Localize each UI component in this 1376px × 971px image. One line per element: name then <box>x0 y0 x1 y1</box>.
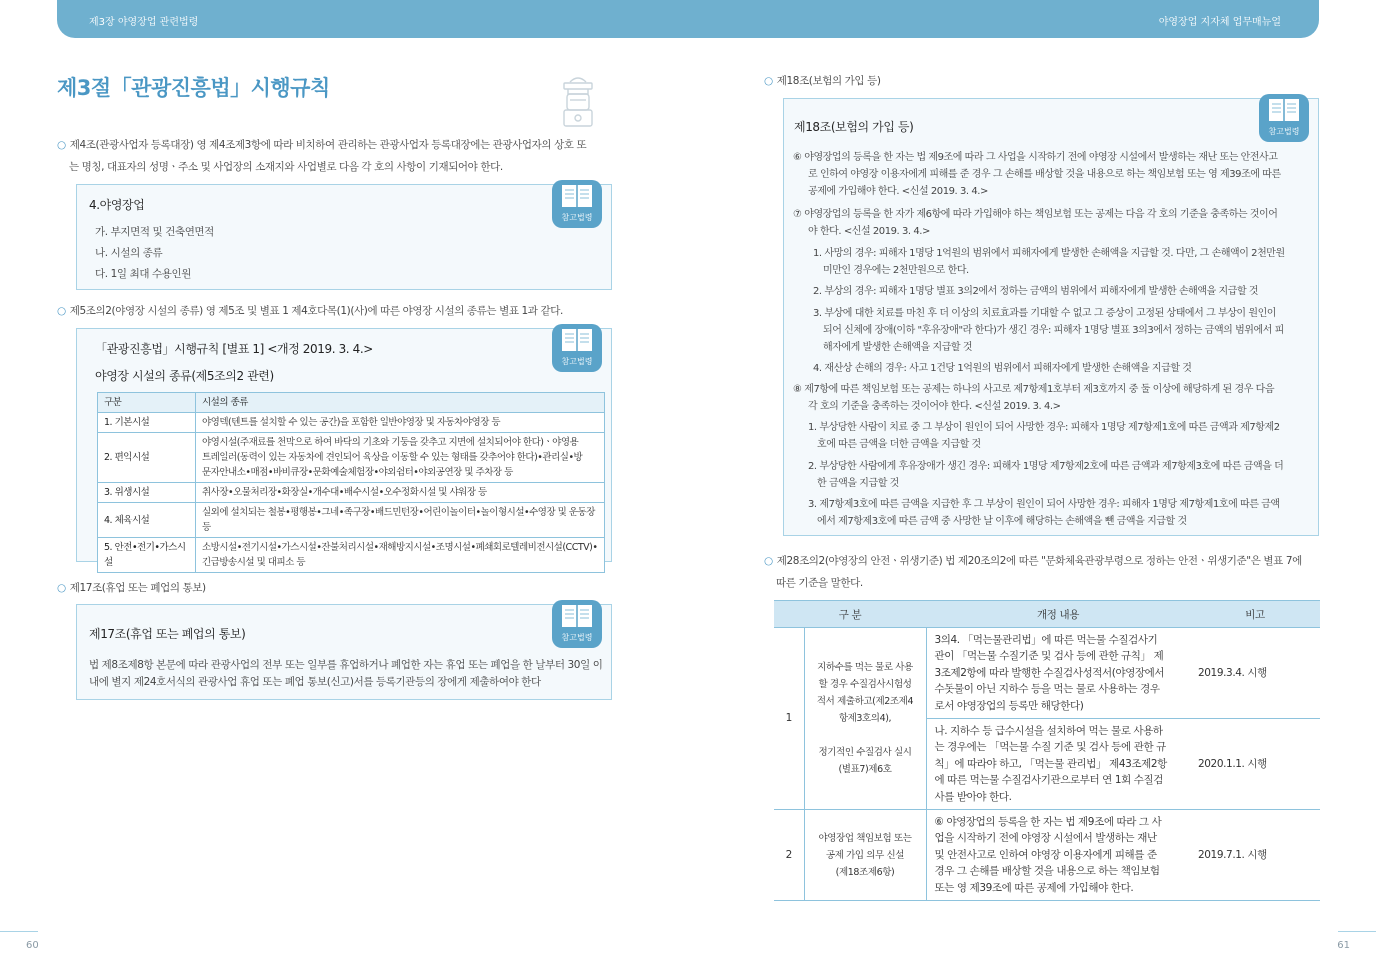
effective-date: 2019.3.4. 시행 <box>1190 628 1320 719</box>
reference-law-badge-icon <box>552 600 602 648</box>
article-18-paragraph: ○ 제18조(보험의 가입 등) <box>764 75 881 87</box>
effective-date: 2019.7.1. 시행 <box>1190 810 1320 901</box>
header-band <box>57 0 1319 38</box>
page-number-left: 60 <box>26 940 39 951</box>
facility-description: 소방시설•전기시설•가스시설•잔불처리시설•재해방지시설•조명시설•폐쇄회로텔레비전시설(CCTV)• 긴급방송시설 및 대피소 등 <box>196 538 605 573</box>
insurance-clause-line: 호에 따른 금액을 더한 금액을 지급할 것 <box>817 439 981 450</box>
amendment-content: 나. 지하수 등 급수시설을 설치하여 먹는 물로 사용하 는 경우에는 「먹는물 수질 기준 및 검사 등에 관한 규 칙」에 따라야 하고, 「먹는물 관리법」 제43조제2항 에 따른 먹는물 수질검사기관으로부터 연 1회 수질검 사를 받아야 한다. <box>926 719 1190 810</box>
article-17-text: 제17조(휴업 또는 폐업의 통보) <box>69 582 206 594</box>
facility-description: 실외에 설치되는 철봉•평행봉•그네•족구장•배드민턴장•어린이놀이터•놀이형시설•수영장 및 운동장 등 <box>196 503 605 538</box>
svg-text:참고법령: 참고법령 <box>1268 127 1300 136</box>
column-header: 구분 <box>98 393 196 413</box>
closure-notice-line-1: 법 제8조제8항 본문에 따라 관광사업의 전부 또는 일부를 휴업하거나 폐업한 자는 휴업 또는 폐업을 한 날부터 30일 이 <box>89 659 603 671</box>
article-28-2-paragraph: ○ 제28조의2(야영장의 안전ㆍ위생기준) 법 제20조의2에 따른 "문화체육관광부령으로 정하는 안전ㆍ위생기준"은 별표 7에 따른 기준을 말한다. <box>764 550 1324 594</box>
reference-box-camping <box>76 184 612 290</box>
manual-title: 야영장업 지자체 업무매뉴얼 <box>1158 17 1281 28</box>
table-row <box>98 433 605 483</box>
closure-notice-title: 제17조(휴업 또는 폐업의 통보) <box>89 627 246 641</box>
insurance-clause-line: 1. 부상당한 사람이 치료 중 그 부상이 원인이 되어 사망한 경우: 피해자 1명당 제7항제1호에 따른 금액과 제7항제2 <box>808 422 1280 433</box>
facility-description: 야영덱(텐트를 설치할 수 있는 공간)을 포함한 일반야영장 및 자동차야영장 등 <box>196 413 605 433</box>
article-4-paragraph: ○ 제4조(관광사업자 등록대장) 영 제4조제3항에 따라 비치하여 관리하는 관광사업자 등록대장에는 관광사업자의 상호 또 는 명칭, 대표자의 성명ㆍ주소 및 사업장의 소재지와 사업별로 다음 각 호의 사항이 기재되어야 한다. <box>57 134 617 178</box>
chapter-title: 제3장 야영장업 관련법령 <box>89 17 199 28</box>
camping-business-title: 4.야영장업 <box>89 198 145 212</box>
row-number: 2 <box>774 810 804 901</box>
facility-category: 4. 체육시설 <box>98 503 196 538</box>
facility-category: 5. 안전•전기•가스시설 <box>98 538 196 573</box>
facility-description: 야영시설(주재료를 천막으로 하여 바닥의 기초와 기둥을 갖추고 지면에 설치되어야 한다)ㆍ야영용 트레일러(동력이 있는 자동차에 견인되어 육상을 이동할 수 있는 형태를 갖추어야 한다)•관리실•방 문자안내소•매점•바비큐장•문화예술체험장•야외쉼터•야외공연장 및 주차장 등 <box>196 433 605 483</box>
article-28-2-line-1: 제28조의2(야영장의 안전ㆍ위생기준) 법 제20조의2에 따른 "문화체육관광부령으로 정하는 안전ㆍ위생기준"은 별표 7에 <box>776 555 1302 567</box>
insurance-clause-line: 야 한다. <신설 2019. 3. 4.> <box>808 226 930 237</box>
amendment-table <box>774 600 1320 901</box>
footer-line-left <box>0 931 38 932</box>
reference-law-badge-icon <box>1259 94 1309 142</box>
table-row <box>774 810 1320 901</box>
insurance-title: 제18조(보험의 가입 등) <box>794 120 914 134</box>
svg-text:참고법령: 참고법령 <box>561 357 593 366</box>
facility-types-table <box>97 392 605 573</box>
reference-box-closure-notice <box>76 604 612 700</box>
insurance-clause-line: 2. 부상의 경우: 피해자 1명당 별표 3의2에서 정하는 금액의 범위에서 피해자에게 발생한 손해액을 지급할 것 <box>813 286 1259 297</box>
facility-types-title: 야영장 시설의 종류(제5조의2 관련) <box>95 369 274 383</box>
insurance-clause-line: 2. 부상당한 사람에게 후유장애가 생긴 경우: 피해자 1명당 제7항제2호에 따른 금액과 제7항제3호에 따른 금액을 더 <box>808 461 1284 472</box>
article-4-line-2: 는 명칭, 대표자의 성명ㆍ주소 및 사업장의 소재지와 사업별로 다음 각 호의 사항이 기재되어야 한다. <box>69 161 503 173</box>
page-number-right: 61 <box>1337 940 1350 951</box>
lantern-icon <box>556 74 600 130</box>
insurance-clause-line: 한 금액을 지급할 것 <box>817 478 899 489</box>
insurance-clause-line: 해자에게 발생한 손해액을 지급할 것 <box>823 342 973 353</box>
amendment-content: 3의4. 「먹는물관리법」에 따른 먹는물 수질검사기 관이 「먹는물 수질기준 및 검사 등에 관한 규칙」 제 3조제2항에 따라 발행한 수질검사성적서(야영장에서 수돗물이 아닌 지하수 등을 먹는 물로 사용하는 경우 로서 야영장업의 등록만 해당한다) <box>926 628 1190 719</box>
insurance-clause-line: 공제에 가입해야 한다. <신설 2019. 3. 4.> <box>808 186 988 197</box>
row-item: 지하수를 먹는 물로 사용 할 경우 수질검사시험성 적서 제출하고(제2조제4 항제3호의4), 정기적인 수질검사 실시 (별표7)제6호 <box>804 628 926 810</box>
insurance-clause-line: 에서 제7항제3호에 따른 금액 중 사망한 날 이후에 해당하는 손해액을 뺀 금액을 지급할 것 <box>817 516 1187 527</box>
insurance-clause-line: ⑦ 야영장업의 등록을 한 자가 제6항에 따라 가입해야 하는 책임보험 또는 공제는 다음 각 호의 기준을 충족하는 것이어 <box>793 209 1278 220</box>
reference-law-badge-icon <box>552 324 602 372</box>
insurance-clause-line: 각 호의 기준을 충족하는 것이어야 한다. <신설 2019. 3. 4.> <box>808 401 1061 412</box>
reference-law-badge-icon <box>552 180 602 228</box>
insurance-clause-line: 되어 신체에 장애(이하 "후유장애"라 한다)가 생긴 경우: 피해자 1명당 별표 3의3에서 정하는 금액의 범위에서 피 <box>823 325 1284 336</box>
column-header: 시설의 종류 <box>196 393 605 413</box>
camping-item-3: 다. 1일 최대 수용인원 <box>95 268 191 280</box>
table-row <box>774 628 1320 719</box>
table-row <box>98 538 605 573</box>
article-5-2-text: 제5조의2(야영장 시설의 종류) 영 제5조 및 별표 1 제4호다목(1)(사)에 따른 야영장 시설의 종류는 별표 1과 같다. <box>69 305 563 317</box>
insurance-clause-line: 로 인하여 야영장 이용자에게 피해를 준 경우 그 손해를 배상할 것을 내용으로 하는 책임보험 또는 영 제39조에 따른 <box>808 169 1281 180</box>
camping-item-1: 가. 부지면적 및 건축연면적 <box>95 226 214 238</box>
column-header-note: 비고 <box>1190 601 1320 628</box>
insurance-clause-line: 3. 제7항제3호에 따른 금액을 지급한 후 그 부상이 원인이 되어 사망한 경우: 피해자 1명당 제7항제1호에 따른 금액 <box>808 499 1280 510</box>
insurance-clause-line: 1. 사망의 경우: 피해자 1명당 1억원의 범위에서 피해자에게 발생한 손해액을 지급할 것. 다만, 그 손해액이 2천만원 <box>813 248 1285 259</box>
column-header-category: 구 분 <box>774 601 926 628</box>
footer-line-right <box>1338 931 1376 932</box>
appendix-title: 「관광진흥법」시행규칙 [별표 1] <개정 2019. 3. 4.> <box>95 342 373 356</box>
insurance-clause-line: ⑥ 야영장업의 등록을 한 자는 법 제9조에 따라 그 사업을 시작하기 전에 야영장 시설에서 발생하는 재난 또는 안전사고 <box>793 152 1278 163</box>
insurance-clause-line: 미만인 경우에는 2천만원으로 한다. <box>823 265 969 276</box>
section-title: 제3절「관광진흥법」시행규칙 <box>57 76 330 100</box>
row-item: 야영장업 책임보험 또는 공제 가입 의무 신설 (제18조제6항) <box>804 810 926 901</box>
table-header-row <box>98 393 605 413</box>
column-header-content: 개정 내용 <box>926 601 1190 628</box>
article-18-text: 제18조(보험의 가입 등) <box>776 75 881 87</box>
article-17-paragraph: ○ 제17조(휴업 또는 폐업의 통보) <box>57 582 206 594</box>
insurance-clause-line: 4. 재산상 손해의 경우: 사고 1건당 1억원의 범위에서 피해자에게 발생한 손해액을 지급할 것 <box>813 363 1192 374</box>
table-header-row <box>774 601 1320 628</box>
effective-date: 2020.1.1. 시행 <box>1190 719 1320 810</box>
svg-text:참고법령: 참고법령 <box>561 213 593 222</box>
facility-description: 취사장•오물처리장•화장실•개수대•배수시설•오수정화시설 및 샤워장 등 <box>196 483 605 503</box>
camping-item-2: 나. 시설의 종류 <box>95 247 163 259</box>
insurance-clause-line: ⑧ 제7항에 따른 책임보험 또는 공제는 하나의 사고로 제7항제1호부터 제3호까지 중 둘 이상에 해당하게 된 경우 다음 <box>793 384 1275 395</box>
amendment-content: ⑥ 야영장업의 등록을 한 자는 법 제9조에 따라 그 사 업을 시작하기 전에 야영장 시설에서 발생하는 재난 및 안전사고로 인하여 야영장 이용자에게 피해를 준 경우 그 손해를 배상할 것을 내용으로 하는 책임보험 또는 영 제39조에 따른 공제에 가입해야 한다. <box>926 810 1190 901</box>
article-4-line-1: 제4조(관광사업자 등록대장) 영 제4조제3항에 따라 비치하여 관리하는 관광사업자 등록대장에는 관광사업자의 상호 또 <box>69 139 587 151</box>
facility-category: 3. 위생시설 <box>98 483 196 503</box>
table-row <box>98 503 605 538</box>
closure-notice-line-2: 내에 별지 제24호서식의 관광사업 휴업 또는 폐업 통보(신고)서를 등록기관등의 장에게 제출하여야 한다 <box>89 676 541 688</box>
insurance-clause-line: 3. 부상에 대한 치료를 마친 후 더 이상의 치료효과를 기대할 수 없고 그 증상이 고정된 상태에서 그 부상이 원인이 <box>813 308 1276 319</box>
row-number: 1 <box>774 628 804 810</box>
article-28-2-line-2: 따른 기준을 말한다. <box>776 577 863 589</box>
svg-text:참고법령: 참고법령 <box>561 633 593 642</box>
table-row <box>98 413 605 433</box>
table-row <box>98 483 605 503</box>
article-5-2-paragraph: ○ 제5조의2(야영장 시설의 종류) 영 제5조 및 별표 1 제4호다목(1)(사)에 따른 야영장 시설의 종류는 별표 1과 같다. <box>57 305 563 317</box>
facility-category: 2. 편익시설 <box>98 433 196 483</box>
facility-category: 1. 기본시설 <box>98 413 196 433</box>
